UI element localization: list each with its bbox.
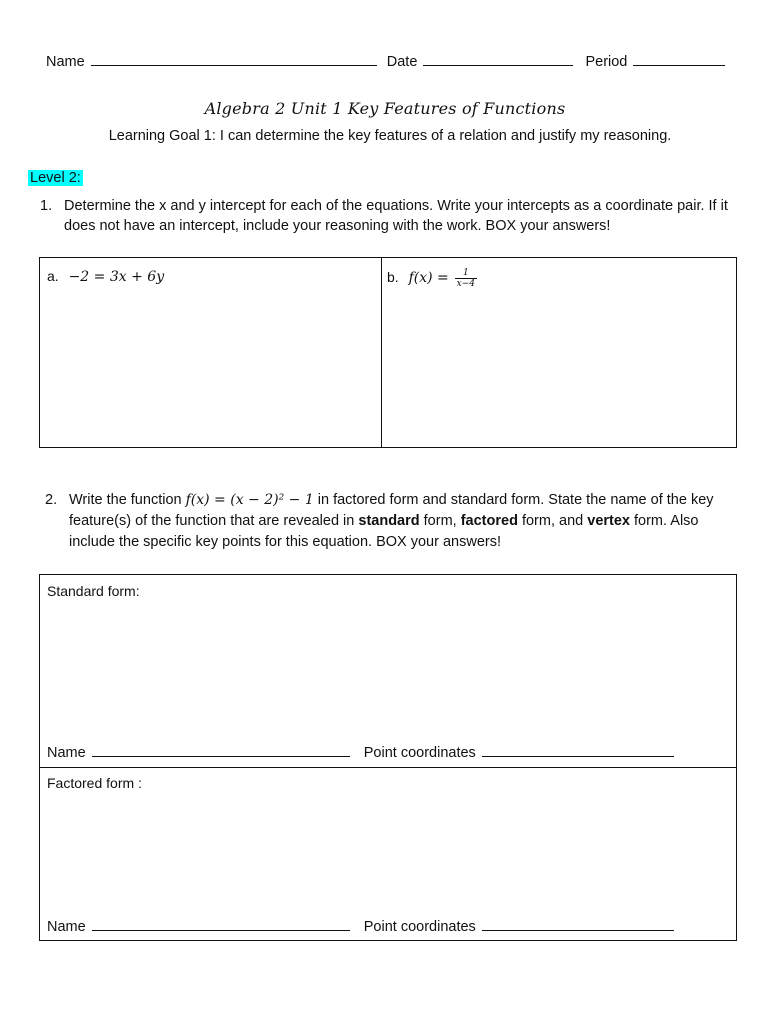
part-b-fraction [455, 268, 477, 289]
question-1-number: 1. [40, 198, 53, 214]
part-b-label: b. [387, 269, 399, 286]
q2-function: f(x) = (x − 2)² − 1 [185, 492, 314, 508]
standard-form-label: Standard form: [47, 583, 140, 599]
part-a-equation: −2 = 3x + 6y [68, 269, 165, 285]
date-field[interactable] [423, 52, 573, 66]
name-field[interactable] [91, 52, 377, 66]
q2-bold-factored: factored [460, 513, 518, 529]
question-2-answer-box[interactable] [39, 574, 737, 941]
factored-name-label: Name [47, 919, 86, 935]
part-b [387, 268, 477, 289]
part-b-lhs: f(x) = [408, 270, 449, 287]
period-label: Period [585, 54, 628, 70]
question-2-text [69, 490, 735, 553]
fraction-denominator: x−4 [456, 279, 475, 289]
part-a [47, 268, 164, 285]
question-1 [40, 196, 740, 236]
question-1-text: Determine the x and y intercept for each of the equations. Write your intercepts as a coordinate pair. If it does not have an intercept, include your reasoning with the work. BOX your answers! [64, 198, 728, 234]
standard-name-field[interactable] [92, 743, 350, 757]
standard-point-label: Point coordinates [363, 745, 476, 761]
factored-point-label: Point coordinates [363, 919, 476, 935]
factored-form-answer-row [47, 917, 674, 935]
question-2-number: 2. [45, 492, 58, 508]
q2-text-4: form, and [517, 513, 588, 529]
period-field[interactable] [633, 52, 725, 66]
fraction-numerator: 1 [455, 268, 477, 279]
box-divider [381, 258, 382, 447]
learning-goal: Learning Goal 1: I can determine the key features of a relation and justify my reasoning. [108, 128, 672, 144]
page-title: Algebra 2 Unit 1 Key Features of Functions [204, 99, 566, 118]
name-label: Name [46, 54, 85, 70]
box-divider [40, 767, 736, 768]
q2-bold-standard: standard [358, 513, 420, 529]
factored-form-label: Factored form : [47, 775, 142, 791]
standard-form-answer-row [47, 743, 674, 761]
question-1-answer-box[interactable] [39, 257, 737, 448]
q2-bold-vertex: vertex [587, 513, 630, 529]
level-badge: Level 2: [30, 170, 81, 186]
factored-point-field[interactable] [482, 917, 674, 931]
question-2 [45, 490, 735, 553]
q2-text-1: Write the function [69, 492, 186, 508]
q2-text-5: form. Also include the specific key points for this equation. BOX your answers! [69, 513, 699, 550]
standard-name-label: Name [47, 745, 86, 761]
part-a-label: a. [47, 268, 59, 284]
q2-text-2: in factored form and standard form. State the name of the key feature(s) of the function that are revealed in [69, 492, 714, 529]
standard-point-field[interactable] [482, 743, 674, 757]
q2-text-3: form, [419, 513, 461, 529]
factored-name-field[interactable] [92, 917, 350, 931]
date-label: Date [386, 54, 418, 70]
header-row [46, 52, 725, 70]
